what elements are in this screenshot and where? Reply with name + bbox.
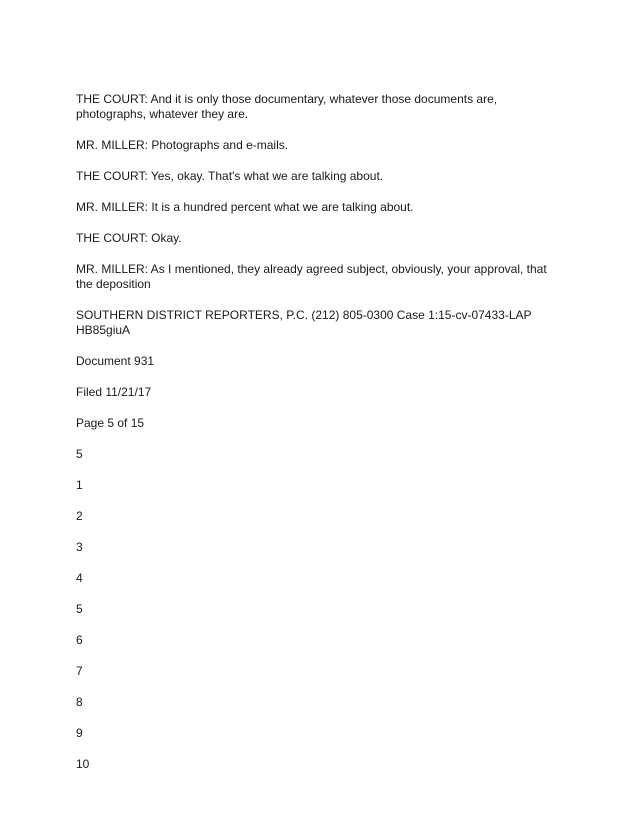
reporter-footer: SOUTHERN DISTRICT REPORTERS, P.C. (212) 805-0300 Case 1:15-cv-07433-LAP HB85giuA [76,308,532,337]
document-number: Document 931 [76,354,155,368]
filed-date: Filed 11/21/17 [76,385,152,399]
line-number: 9 [76,726,83,740]
line-number: 8 [76,695,83,709]
line-number: 7 [76,664,83,678]
line-number: 1 [76,478,83,492]
line-number: 5 [76,602,83,616]
transcript-paragraph: THE COURT: Yes, okay. That's what we are talking about. [76,169,384,183]
transcript-paragraph: THE COURT: Okay. [76,231,182,245]
transcript-body [76,92,566,788]
transcript-paragraph: THE COURT: And it is only those documentary, whatever those documents are, photographs, whatever they are. [76,92,498,121]
line-number: 10 [76,757,90,771]
line-number: 6 [76,633,83,647]
transcript-paragraph: MR. MILLER: It is a hundred percent what we are talking about. [76,200,414,214]
transcript-paragraph: MR. MILLER: As I mentioned, they already agreed subject, obviously, your approval, that the deposition [76,262,547,291]
transcript-paragraph: MR. MILLER: Photographs and e-mails. [76,138,289,152]
line-number: 4 [76,571,83,585]
page-indicator: Page 5 of 15 [76,416,145,430]
line-number: 3 [76,540,83,554]
line-number: 2 [76,509,83,523]
line-number: 5 [76,447,83,461]
line-number-list [76,447,566,772]
